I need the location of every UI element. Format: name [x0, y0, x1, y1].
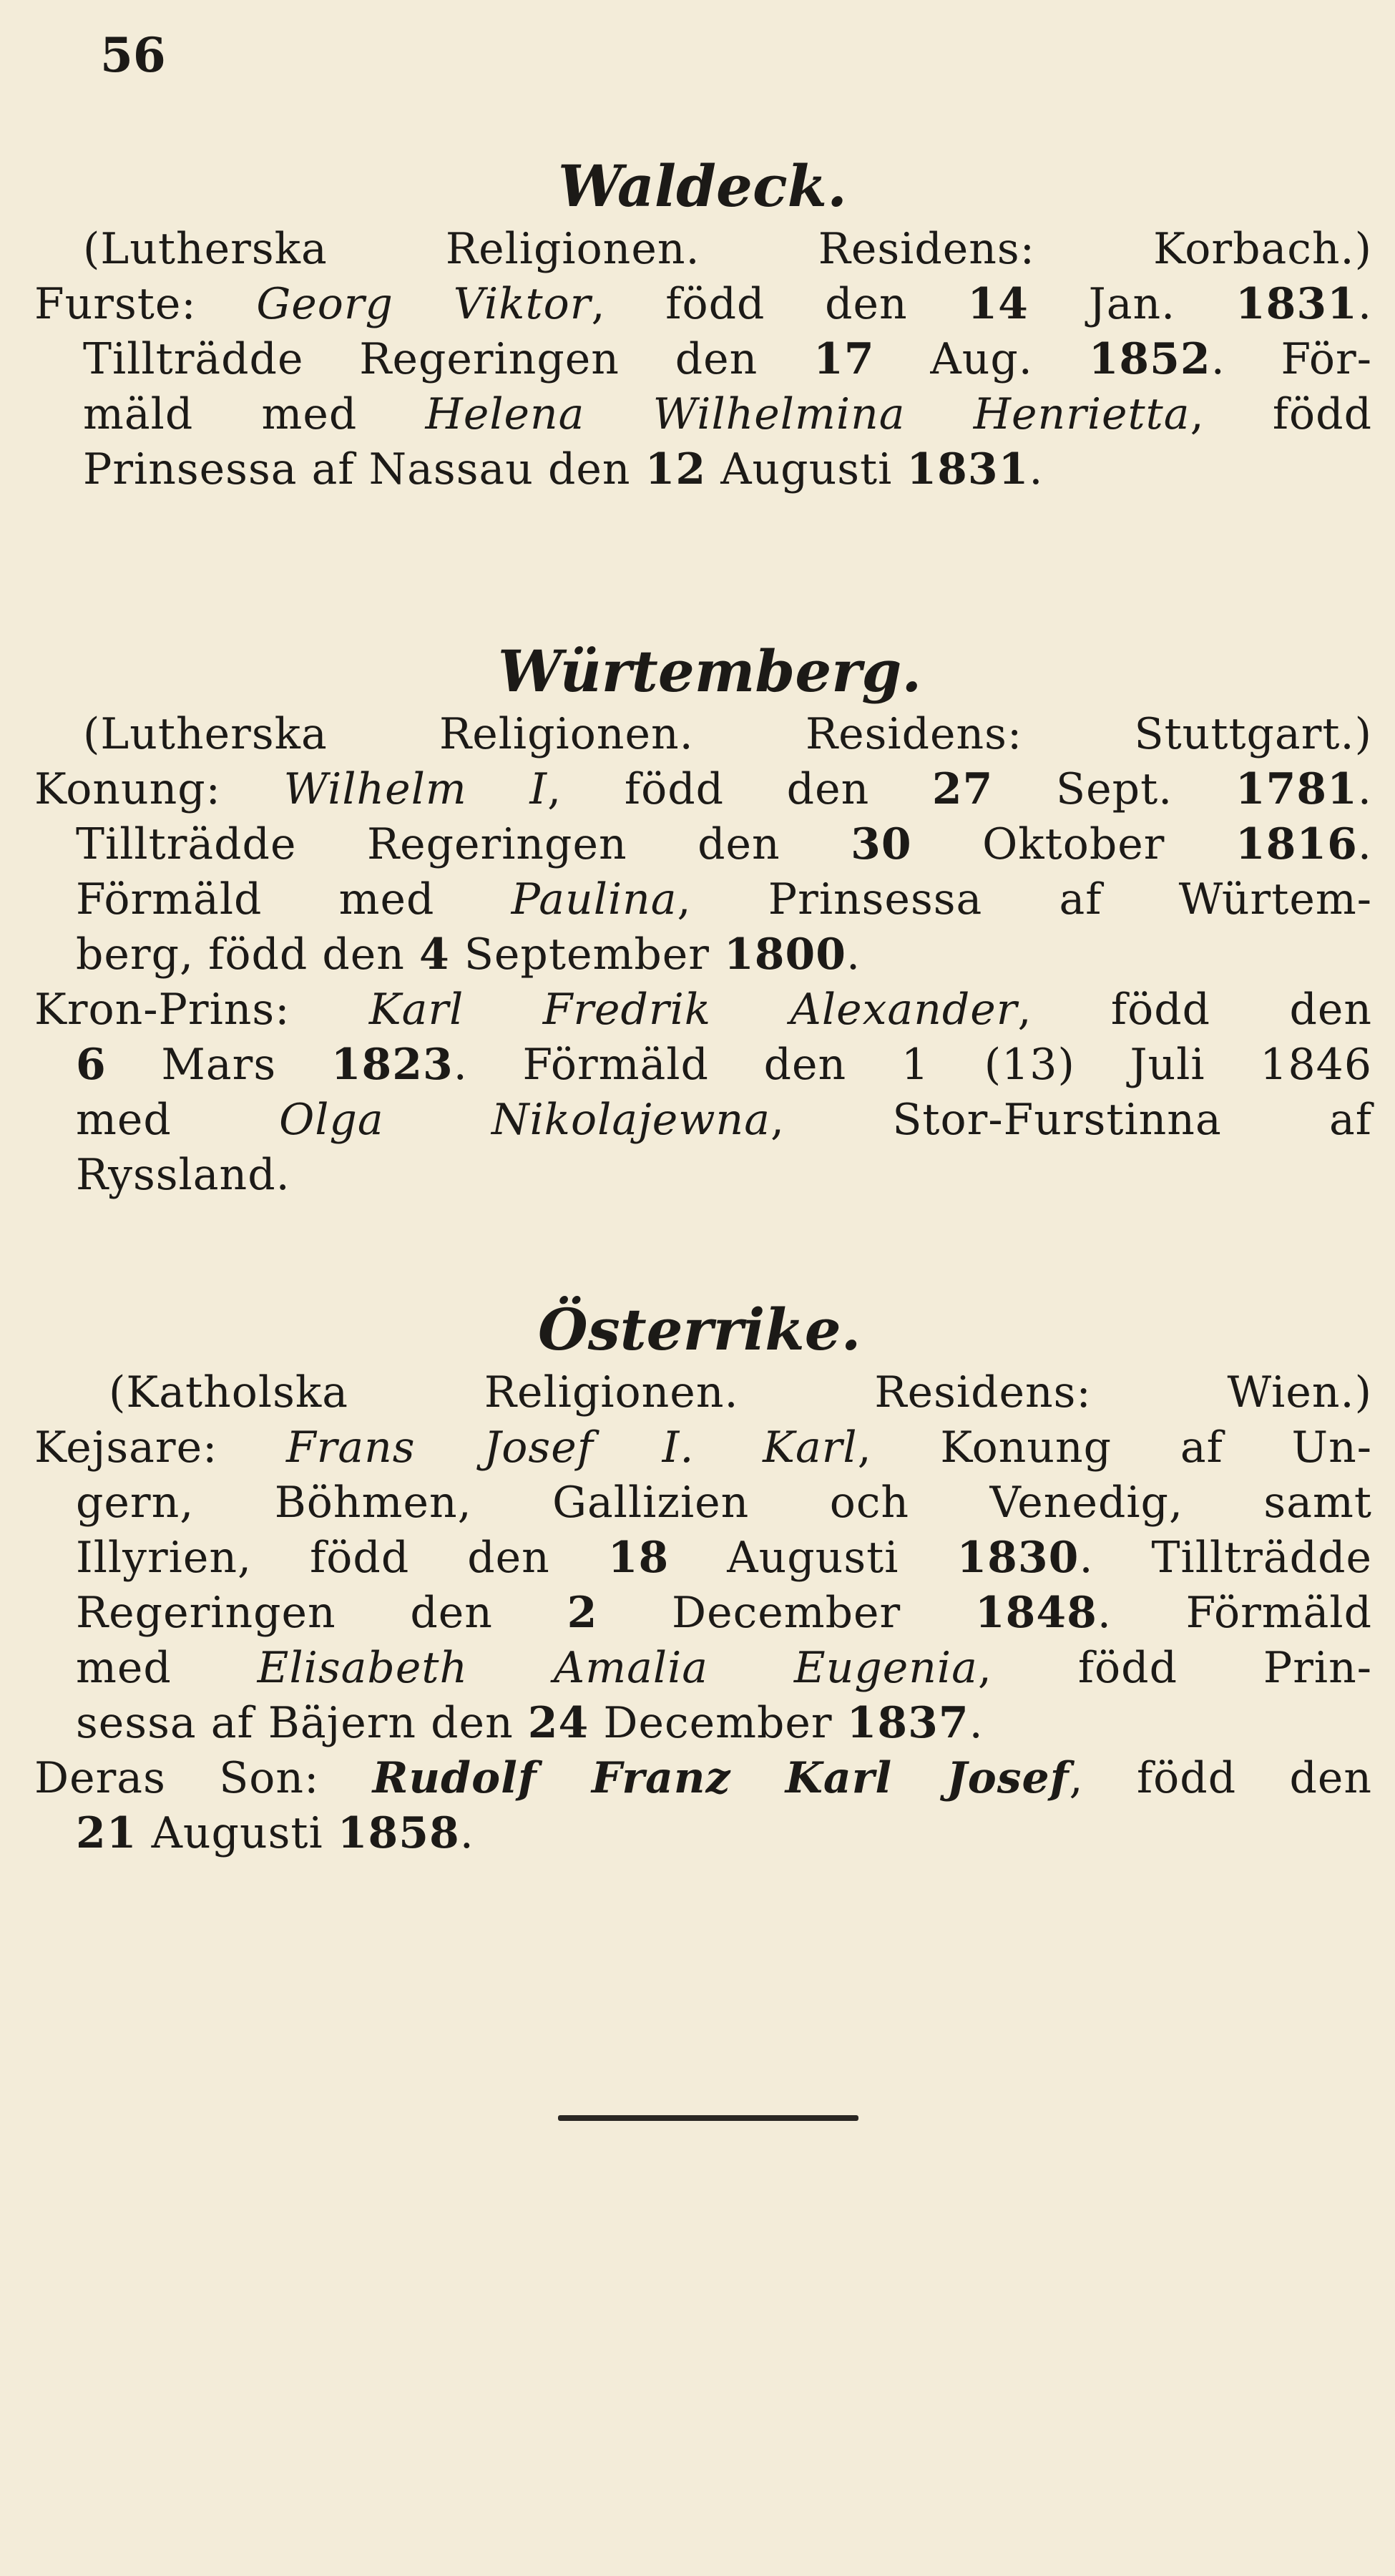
person-name: Rudolf Franz Karl Josef — [372, 1753, 1070, 1803]
text-segment: , född — [1190, 389, 1372, 439]
section-waldeck — [34, 150, 1372, 497]
section-wurtemberg — [34, 635, 1372, 1203]
person-name: Frans Josef I. Karl — [286, 1423, 858, 1473]
number: 21 — [76, 1808, 137, 1858]
text-segment: , född Prin- — [977, 1643, 1372, 1693]
number: 1858 — [337, 1808, 460, 1858]
number: 1831 — [1235, 279, 1358, 329]
text-segment: (Katholska Religionen. Residens: Wien.) — [109, 1367, 1372, 1418]
section-osterrike — [34, 1294, 1372, 1861]
person-name: Helena Wilhelmina Henrietta — [425, 389, 1190, 439]
person-name: Georg Viktor — [256, 279, 592, 329]
text-line — [34, 222, 1372, 277]
text-segment: Illyrien, född den — [76, 1533, 608, 1583]
number: 1837 — [846, 1698, 969, 1748]
number: 6 — [76, 1040, 107, 1090]
text-segment: . — [846, 930, 861, 980]
number: 12 — [645, 444, 707, 494]
text-line — [34, 442, 1372, 497]
text-segment: Augusti — [706, 444, 907, 494]
number: 18 — [607, 1533, 670, 1583]
text-line — [34, 1038, 1372, 1093]
number: 14 — [967, 279, 1029, 329]
text-segment: Regeringen den — [76, 1588, 567, 1638]
text-segment: Augusti — [137, 1808, 338, 1858]
text-segment: mäld med — [83, 389, 426, 439]
text-segment: , Konung af Un- — [857, 1423, 1372, 1473]
text-segment: (Lutherska Religionen. Residens: Stuttgart.) — [83, 709, 1372, 759]
person-name: Wilhelm I — [283, 764, 548, 814]
text-line — [34, 332, 1372, 387]
text-segment: . Förmäld den 1 (13) Juli 1846 — [453, 1040, 1372, 1090]
number: 1852 — [1088, 334, 1211, 384]
text-segment: December — [589, 1698, 847, 1748]
text-segment: Augusti — [669, 1533, 957, 1583]
text-line — [34, 1696, 1372, 1751]
text-line — [34, 277, 1372, 332]
text-line — [34, 927, 1372, 982]
text-line — [34, 1093, 1372, 1148]
text-segment: September — [449, 930, 725, 980]
number: 1848 — [974, 1588, 1097, 1638]
person-name: Elisabeth Amalia Eugenia — [257, 1643, 978, 1693]
number: 27 — [931, 764, 994, 814]
text-line — [34, 1641, 1372, 1696]
text-line — [34, 872, 1372, 927]
section-title: Österrike. — [538, 1296, 861, 1363]
text-segment: Oktober — [911, 819, 1235, 869]
text-line — [34, 1531, 1372, 1586]
text-segment: Tillträdde Regeringen den — [83, 334, 814, 384]
text-segment: Förmäld med — [76, 874, 512, 924]
person-name: Karl Fredrik Alexander — [368, 985, 1018, 1035]
text-segment: Tillträdde Regeringen den — [76, 819, 851, 869]
text-segment: , född den — [547, 764, 932, 814]
text-segment: . — [1357, 764, 1372, 814]
text-segment: Jan. — [1028, 279, 1235, 329]
number: 1781 — [1235, 764, 1358, 814]
text-line — [34, 817, 1372, 872]
text-segment: med — [76, 1095, 280, 1145]
text-line — [34, 762, 1372, 817]
text-segment: gern, Böhmen, Gallizien och Venedig, samt — [76, 1478, 1372, 1528]
text-segment: sessa af Bäjern den — [76, 1698, 528, 1748]
text-line — [34, 1420, 1372, 1475]
number: 2 — [567, 1588, 598, 1638]
text-line — [34, 1475, 1372, 1531]
text-segment: (Lutherska Religionen. Residens: Korbach.) — [83, 224, 1372, 274]
number: 4 — [419, 930, 450, 980]
text-line — [34, 982, 1372, 1038]
text-segment: , född den — [591, 279, 968, 329]
text-segment: Furste: — [34, 279, 257, 329]
text-segment: , född den — [1017, 985, 1373, 1035]
text-segment: Sept. — [993, 764, 1235, 814]
number: 1800 — [724, 930, 847, 980]
text-line — [34, 1148, 1372, 1203]
person-name: Paulina — [511, 874, 677, 924]
text-segment: Ryssland. — [76, 1150, 290, 1200]
text-segment: Deras Son: — [34, 1753, 373, 1803]
text-segment: . Tillträdde — [1079, 1533, 1372, 1583]
text-segment: . — [459, 1808, 474, 1858]
text-segment: berg, född den — [76, 930, 419, 980]
text-segment: med — [76, 1643, 258, 1693]
text-segment: . — [1029, 444, 1044, 494]
page-number: 56 — [100, 27, 166, 83]
text-segment: Kron-Prins: — [34, 985, 369, 1035]
number: 1831 — [906, 444, 1029, 494]
text-segment: . Förmäld — [1097, 1588, 1373, 1638]
number: 1830 — [956, 1533, 1080, 1583]
text-segment: . För- — [1210, 334, 1372, 384]
number: 17 — [813, 334, 875, 384]
number: 1816 — [1235, 819, 1358, 869]
text-line — [34, 1751, 1372, 1806]
text-segment: . — [969, 1698, 984, 1748]
text-segment: Mars — [106, 1040, 331, 1090]
number: 24 — [527, 1698, 589, 1748]
text-line — [34, 1586, 1372, 1641]
text-segment: , född den — [1069, 1753, 1373, 1803]
text-line — [34, 1806, 1372, 1861]
decorative-rule — [558, 2115, 858, 2121]
number: 1823 — [331, 1040, 454, 1090]
text-line — [34, 707, 1372, 762]
text-segment: . — [1357, 819, 1372, 869]
text-line — [34, 1365, 1372, 1420]
person-name: Olga Nikolajewna — [279, 1095, 770, 1145]
text-segment: . — [1357, 279, 1373, 329]
text-segment: , Prinsessa af Würtem- — [677, 874, 1373, 924]
text-segment: , Stor-Furstinna af — [770, 1095, 1372, 1145]
text-segment: Kejsare: — [34, 1423, 287, 1473]
number: 30 — [851, 819, 912, 869]
text-segment: Prinsessa af Nassau den — [83, 444, 645, 494]
text-segment: December — [597, 1588, 975, 1638]
text-line — [34, 387, 1372, 442]
text-segment: Konung: — [34, 764, 284, 814]
section-title: Würtemberg. — [498, 638, 922, 705]
text-segment: Aug. — [874, 334, 1089, 384]
section-title: Waldeck. — [558, 152, 847, 220]
